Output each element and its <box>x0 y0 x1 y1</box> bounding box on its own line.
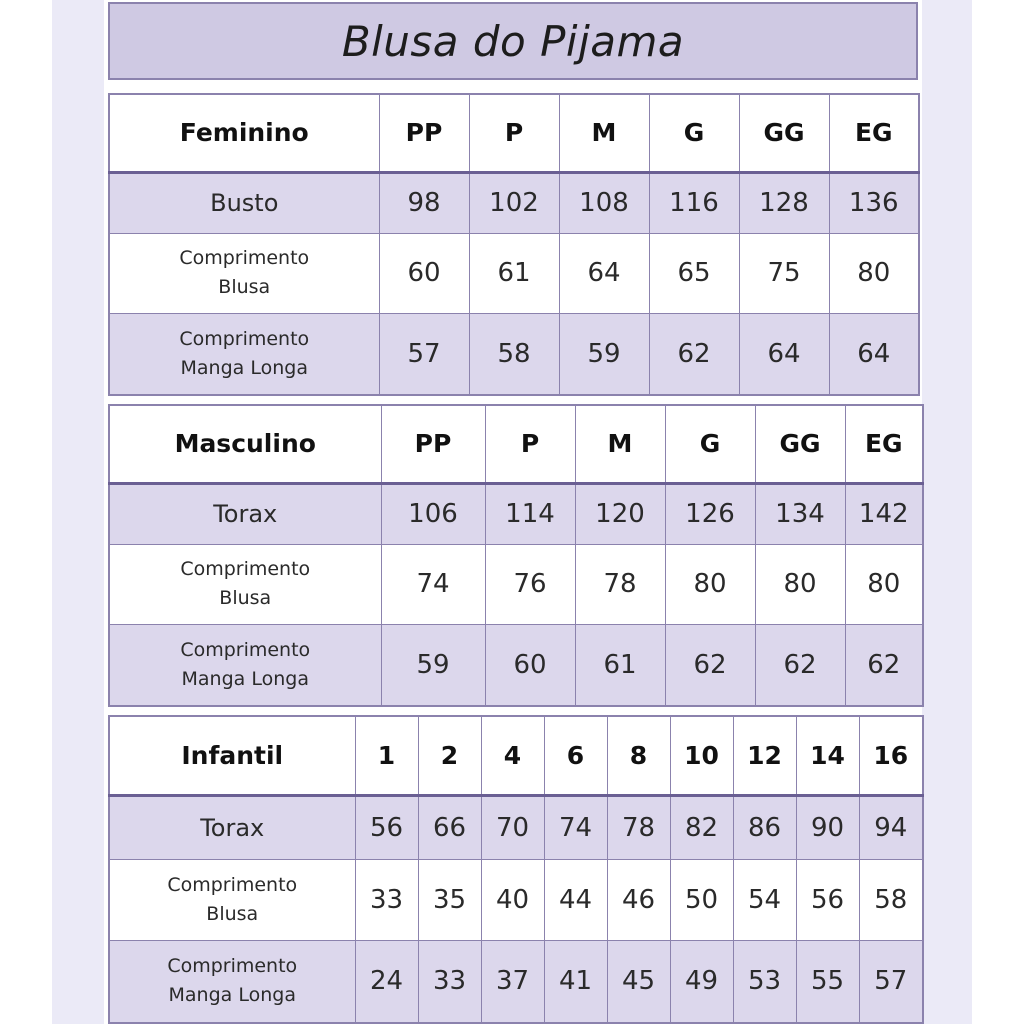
size-header: 1 <box>355 716 418 795</box>
measurement-value: 94 <box>859 795 923 859</box>
size-header: P <box>469 94 559 172</box>
measurement-value: 50 <box>670 859 733 940</box>
measurement-label-line: Comprimento <box>167 955 298 978</box>
size-header: 4 <box>481 716 544 795</box>
size-header: M <box>559 94 649 172</box>
masculino-header-row <box>109 405 923 483</box>
measurement-value: 56 <box>355 795 418 859</box>
table-row <box>109 483 923 544</box>
measurement-value: 61 <box>575 624 665 706</box>
measurement-value: 64 <box>829 313 919 395</box>
measurement-value: 57 <box>379 313 469 395</box>
measurement-value: 33 <box>418 940 481 1023</box>
page-title: Blusa do Pijama <box>341 16 685 66</box>
measurement-value: 80 <box>829 233 919 313</box>
size-header: PP <box>381 405 485 483</box>
measurement-value: 128 <box>739 172 829 233</box>
size-header: G <box>649 94 739 172</box>
measurement-value: 60 <box>485 624 575 706</box>
table-row <box>109 940 923 1023</box>
background-left <box>52 0 104 1024</box>
background-right <box>922 0 972 1024</box>
table-row <box>109 313 919 395</box>
measurement-value: 82 <box>670 795 733 859</box>
measurement-value: 70 <box>481 795 544 859</box>
measurement-value: 80 <box>845 544 923 624</box>
measurement-value: 108 <box>559 172 649 233</box>
size-header: P <box>485 405 575 483</box>
measurement-value: 35 <box>418 859 481 940</box>
measurement-label-line: Manga Longa <box>181 667 309 690</box>
size-header: M <box>575 405 665 483</box>
measurement-label: Busto <box>109 172 379 233</box>
size-header: G <box>665 405 755 483</box>
measurement-value: 78 <box>607 795 670 859</box>
measurement-label <box>109 624 381 706</box>
measurement-value: 142 <box>845 483 923 544</box>
measurement-label: Torax <box>109 795 355 859</box>
measurement-value: 64 <box>559 233 649 313</box>
measurement-value: 33 <box>355 859 418 940</box>
measurement-label <box>109 859 355 940</box>
measurement-label-line: Blusa <box>218 276 271 298</box>
measurement-value: 80 <box>665 544 755 624</box>
measurement-value: 74 <box>381 544 485 624</box>
feminino-header-row <box>109 94 919 172</box>
size-header: EG <box>829 94 919 172</box>
measurement-value: 62 <box>755 624 845 706</box>
measurement-value: 134 <box>755 483 845 544</box>
measurement-label-line: Comprimento <box>179 247 310 269</box>
measurement-value: 45 <box>607 940 670 1023</box>
size-header: 10 <box>670 716 733 795</box>
measurement-label: Torax <box>109 483 381 544</box>
size-header: EG <box>845 405 923 483</box>
feminino-category-label: Feminino <box>109 94 379 172</box>
table-row <box>109 795 923 859</box>
size-header: 16 <box>859 716 923 795</box>
measurement-value: 120 <box>575 483 665 544</box>
measurement-value: 24 <box>355 940 418 1023</box>
measurement-value: 54 <box>733 859 796 940</box>
measurement-label-line: Blusa <box>206 902 259 925</box>
measurement-value: 75 <box>739 233 829 313</box>
measurement-value: 58 <box>859 859 923 940</box>
size-header: PP <box>379 94 469 172</box>
measurement-value: 80 <box>755 544 845 624</box>
feminino-size-table <box>108 93 920 396</box>
measurement-value: 40 <box>481 859 544 940</box>
measurement-value: 46 <box>607 859 670 940</box>
infantil-size-table <box>108 715 924 1024</box>
measurement-label-line: Comprimento <box>179 327 310 350</box>
measurement-value: 78 <box>575 544 665 624</box>
infantil-category-label: Infantil <box>109 716 355 795</box>
measurement-value: 86 <box>733 795 796 859</box>
measurement-value: 58 <box>469 313 559 395</box>
size-header: 6 <box>544 716 607 795</box>
measurement-value: 49 <box>670 940 733 1023</box>
infantil-header-row <box>109 716 923 795</box>
measurement-value: 37 <box>481 940 544 1023</box>
measurement-value: 56 <box>796 859 859 940</box>
table-row <box>109 624 923 706</box>
size-header: 8 <box>607 716 670 795</box>
measurement-value: 66 <box>418 795 481 859</box>
size-header: GG <box>739 94 829 172</box>
measurement-value: 76 <box>485 544 575 624</box>
measurement-value: 57 <box>859 940 923 1023</box>
measurement-value: 62 <box>845 624 923 706</box>
measurement-value: 126 <box>665 483 755 544</box>
measurement-value: 62 <box>649 313 739 395</box>
measurement-value: 106 <box>381 483 485 544</box>
table-row <box>109 172 919 233</box>
size-header: 2 <box>418 716 481 795</box>
measurement-value: 65 <box>649 233 739 313</box>
table-row <box>109 859 923 940</box>
measurement-value: 55 <box>796 940 859 1023</box>
measurement-label-line: Blusa <box>219 587 272 609</box>
masculino-category-label: Masculino <box>109 405 381 483</box>
measurement-value: 98 <box>379 172 469 233</box>
measurement-label-line: Manga Longa <box>180 356 308 379</box>
table-row <box>109 544 923 624</box>
measurement-label-line: Comprimento <box>180 638 311 661</box>
measurement-value: 59 <box>381 624 485 706</box>
size-header: GG <box>755 405 845 483</box>
masculino-size-table <box>108 404 924 707</box>
measurement-value: 136 <box>829 172 919 233</box>
measurement-value: 102 <box>469 172 559 233</box>
measurement-value: 90 <box>796 795 859 859</box>
table-row <box>109 233 919 313</box>
measurement-value: 59 <box>559 313 649 395</box>
measurement-label <box>109 544 381 624</box>
measurement-label-line: Manga Longa <box>168 984 296 1007</box>
measurement-value: 61 <box>469 233 559 313</box>
measurement-value: 114 <box>485 483 575 544</box>
size-header: 12 <box>733 716 796 795</box>
measurement-value: 44 <box>544 859 607 940</box>
measurement-value: 62 <box>665 624 755 706</box>
measurement-label-line: Comprimento <box>167 873 298 896</box>
title-banner <box>108 2 918 80</box>
measurement-value: 60 <box>379 233 469 313</box>
measurement-label <box>109 940 355 1023</box>
measurement-value: 116 <box>649 172 739 233</box>
measurement-label <box>109 233 379 313</box>
measurement-value: 41 <box>544 940 607 1023</box>
measurement-label-line: Comprimento <box>180 558 311 580</box>
measurement-label <box>109 313 379 395</box>
measurement-value: 64 <box>739 313 829 395</box>
measurement-value: 53 <box>733 940 796 1023</box>
measurement-value: 74 <box>544 795 607 859</box>
size-header: 14 <box>796 716 859 795</box>
